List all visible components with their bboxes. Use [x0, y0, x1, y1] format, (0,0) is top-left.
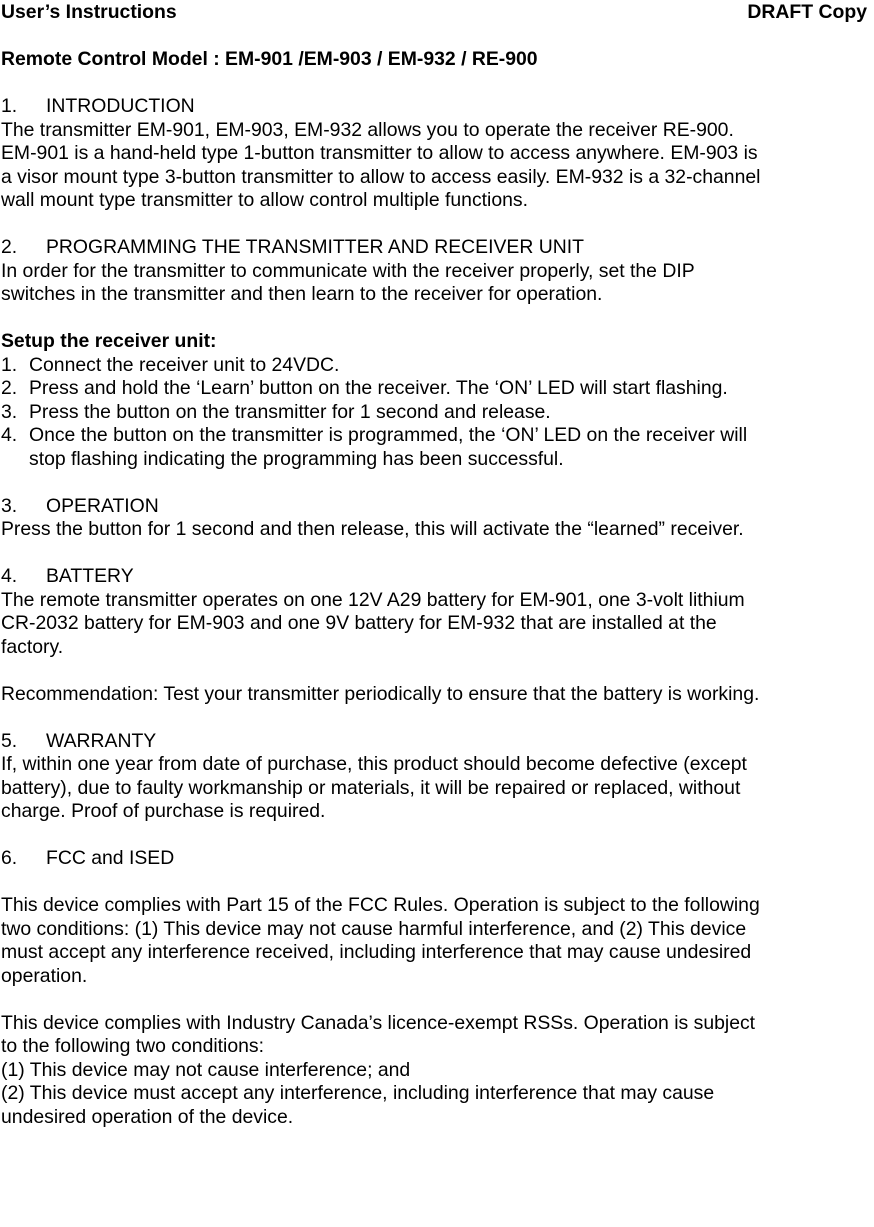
text-line: In order for the transmitter to communicate with the receiver properly, set the DIP [1, 259, 695, 282]
section-number: 4. [1, 565, 18, 587]
programming-body [1, 260, 873, 307]
step-number: 1. [1, 353, 18, 376]
text-line: battery), due to faulty workmanship or materials, it will be repaired or replaced, without [1, 776, 741, 799]
text-line: operation. [1, 964, 88, 987]
text-line: a visor mount type 3-button transmitter to allow to access easily. EM-932 is a 32-channel [1, 165, 761, 188]
text-line: to the following two conditions: [1, 1035, 265, 1057]
text-line: If, within one year from date of purchase, this product should become defective (except [1, 753, 747, 775]
list-item [1, 377, 873, 401]
section-number: 3. [1, 494, 18, 517]
ised-paragraph [1, 1012, 873, 1130]
list-item [1, 401, 873, 425]
step-text [29, 401, 873, 425]
step-number: 2. [1, 377, 18, 399]
text-line: (1) This device may not cause interference; and [1, 1058, 411, 1081]
section-heading: FCC and ISED [46, 847, 175, 869]
list-item [1, 424, 873, 471]
battery-recommendation: Recommendation: Test your transmitter periodically to ensure that the battery is working. [1, 682, 760, 705]
warranty-body [1, 753, 873, 824]
text-line: Once the button on the transmitter is programmed, the ‘ON’ LED on the receiver will [29, 424, 748, 446]
section-number: 1. [1, 95, 18, 117]
section-number: 5. [1, 729, 18, 752]
text-line: Press and hold the ‘Learn’ button on the receiver. The ‘ON’ LED will start flashing. [29, 377, 728, 399]
text-line: CR-2032 battery for EM-903 and one 9V battery for EM-932 that are installed at the [1, 612, 717, 634]
section-title-programming [1, 236, 873, 260]
step-text [29, 354, 873, 378]
list-item [1, 354, 873, 378]
section-heading: BATTERY [46, 565, 134, 587]
section-heading: WARRANTY [46, 729, 157, 752]
section-heading: OPERATION [46, 494, 159, 517]
text-line: This device complies with Industry Canada’s licence-exempt RSSs. Operation is subject [1, 1011, 756, 1034]
section-number: 2. [1, 236, 18, 258]
section-title-fcc [1, 847, 873, 871]
document-page [1, 1, 873, 1129]
section-title-introduction [1, 95, 873, 119]
section-number: 6. [1, 847, 18, 869]
text-line: The remote transmitter operates on one 12V A29 battery for EM-901, one 3-volt lithium [1, 588, 745, 611]
section-title-battery [1, 565, 873, 589]
text-line: This device complies with Part 15 of the FCC Rules. Operation is subject to the following [1, 894, 760, 916]
step-text [29, 424, 873, 471]
text-line: switches in the transmitter and then learn to the receiver for operation. [1, 283, 603, 305]
text-line: Press the button on the transmitter for 1 second and release. [29, 400, 551, 423]
text-line: wall mount type transmitter to allow control multiple functions. [1, 189, 529, 211]
section-heading: PROGRAMMING THE TRANSMITTER AND RECEIVER UNIT [46, 236, 584, 258]
text-line: EM-901 is a hand-held type 1-button transmitter to allow to access anywhere. EM-903 is [1, 142, 758, 164]
battery-body [1, 589, 873, 660]
text-line: must accept any interference received, including interference that may cause undesired [1, 941, 752, 963]
operation-body [1, 518, 873, 542]
introduction-body [1, 119, 873, 213]
section-title-operation [1, 495, 873, 519]
text-line: The transmitter EM-901, EM-903, EM-932 allows you to operate the receiver RE-900. [1, 118, 734, 141]
text-line: charge. Proof of purchase is required. [1, 800, 326, 822]
step-number: 4. [1, 424, 18, 446]
page-header [1, 1, 873, 25]
text-line: undesired operation of the device. [1, 1105, 294, 1128]
draft-label: DRAFT Copy [747, 1, 867, 23]
setup-steps [1, 354, 873, 472]
model-line: Remote Control Model : EM-901 /EM-903 / EM-932 / RE-900 [1, 48, 538, 70]
step-number: 3. [1, 400, 18, 423]
text-line: Press the button for 1 second and then release, this will activate the “learned” receiver. [1, 518, 744, 540]
step-text [29, 377, 873, 401]
section-title-warranty [1, 730, 873, 754]
section-heading: INTRODUCTION [46, 95, 195, 117]
text-line: Connect the receiver unit to 24VDC. [29, 353, 340, 376]
text-line: (2) This device must accept any interference, including interference that may cause [1, 1082, 715, 1104]
setup-heading: Setup the receiver unit: [1, 330, 217, 352]
text-line: two conditions: (1) This device may not cause harmful interference, and (2) This device [1, 917, 747, 940]
text-line: stop flashing indicating the programming has been successful. [29, 447, 564, 470]
header-title: User’s Instructions [1, 1, 177, 23]
text-line: factory. [1, 635, 64, 658]
fcc-paragraph [1, 894, 873, 988]
